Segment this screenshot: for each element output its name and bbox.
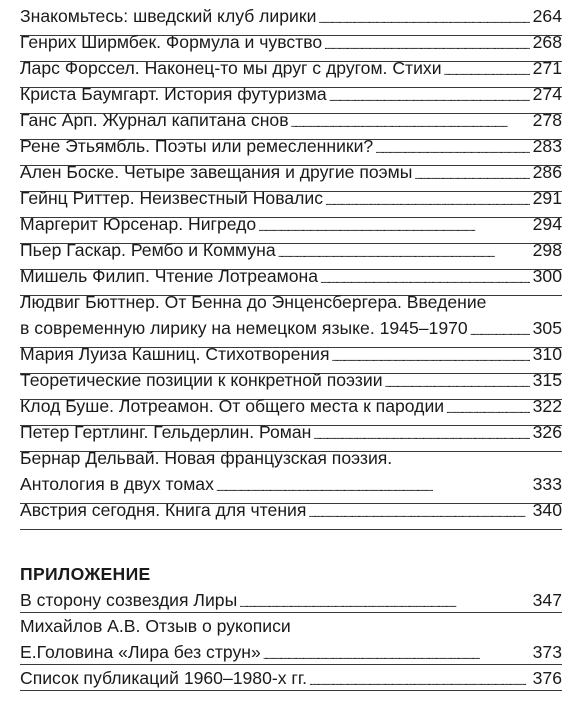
toc-entry-page: 298 <box>532 240 562 260</box>
toc-entry-title: Генрих Ширмбек. Формула и чувство <box>20 32 323 52</box>
toc-entry-title: Список публикаций 1960–1980-х гг. <box>20 668 307 688</box>
leader-dots <box>375 140 529 156</box>
toc-entry-page: 278 <box>532 110 562 130</box>
toc-entry-title: Ален Боске. Четыре завещания и другие поэмы <box>20 162 413 182</box>
toc-entry-page: 291 <box>532 188 562 208</box>
toc-entry-title: Рене Этьямбль. Поэты или ремесленники? <box>20 136 374 156</box>
toc-entry-page: 333 <box>532 474 562 494</box>
toc-entry <box>20 26 562 52</box>
toc-entry-page: 294 <box>532 214 562 234</box>
toc-entry-page: 268 <box>532 32 562 52</box>
toc-entry-page: 326 <box>532 422 562 442</box>
toc-entry-title: Бернар Дельвай. Новая французская поэзия. <box>20 448 393 468</box>
toc-entry <box>20 0 562 26</box>
toc-entry-page: 264 <box>532 6 562 26</box>
leader-dots <box>216 478 530 494</box>
toc-entry <box>20 636 562 662</box>
toc-entry-page: 305 <box>532 318 562 338</box>
leader-dots <box>308 504 529 520</box>
leader-dots <box>414 166 529 182</box>
leader-dots <box>263 646 530 662</box>
toc-entry-title: Ганс Арп. Журнал капитана снов <box>20 110 289 130</box>
leader-dots <box>332 348 530 364</box>
toc-entry <box>20 312 562 338</box>
leader-dots <box>320 270 530 286</box>
leader-dots <box>258 218 529 234</box>
leader-dots <box>329 88 530 104</box>
leader-dots <box>291 114 530 130</box>
toc-entry-page: 310 <box>532 344 562 364</box>
toc-entry-title: Пьер Гаскар. Рембо и Коммуна <box>20 240 276 260</box>
toc-entry <box>20 468 562 494</box>
leader-dots <box>318 10 529 26</box>
toc-entry <box>20 52 562 78</box>
leader-dots <box>446 400 530 416</box>
toc-entry-page: 300 <box>532 266 562 286</box>
toc-entry-page: 315 <box>532 370 562 390</box>
toc-entry-title: Теоретические позиции к конкретной поэзии <box>20 370 383 390</box>
toc-entry <box>20 338 562 364</box>
toc-entry <box>20 364 562 390</box>
toc-entry <box>20 390 562 416</box>
toc-entry-continued <box>20 286 562 312</box>
toc-entry-title: Мишель Филип. Чтение Лотреамона <box>20 266 319 286</box>
toc-entry <box>20 130 562 156</box>
toc-entry-page: 340 <box>532 500 562 520</box>
toc-entry-title: Петер Гертлинг. Гельдерлин. Роман <box>20 422 312 442</box>
toc-entry <box>20 416 562 442</box>
leader-dots <box>470 322 530 338</box>
toc-entry-title: Клод Буше. Лотреамон. От общего места к пародии <box>20 396 445 416</box>
toc-entry-page: 283 <box>532 136 562 156</box>
leader-dots <box>278 244 530 260</box>
toc-entry-page: 376 <box>532 668 562 688</box>
toc-entry-title: Маргерит Юрсенар. Нигредо <box>20 214 257 234</box>
leader-dots <box>444 62 530 78</box>
toc-entry-title: Мария Луиза Кашниц. Стихотворения <box>20 344 330 364</box>
toc-entry <box>20 78 562 104</box>
toc-entry <box>20 156 562 182</box>
toc-entry-title: Криста Баумгарт. История футуризма <box>20 84 327 104</box>
toc-entry-page: 373 <box>532 642 562 662</box>
toc-entry-page: 271 <box>532 58 562 78</box>
leader-dots <box>324 36 530 52</box>
toc-entry-page: 274 <box>532 84 562 104</box>
toc-entry <box>20 662 562 688</box>
toc-entry-title: Михайлов А.В. Отзыв о рукописи <box>20 616 291 636</box>
toc-entry-title: Австрия сегодня. Книга для чтения <box>20 500 307 520</box>
toc-entry-page: 322 <box>532 396 562 416</box>
toc-entry <box>20 104 562 130</box>
toc-entry-continued <box>20 610 562 636</box>
leader-dots <box>325 192 530 208</box>
toc-entry-title: Ларс Форссел. Наконец-то мы друг с другом. Стихи <box>20 58 442 78</box>
divider <box>20 529 562 530</box>
toc-entry <box>20 234 562 260</box>
divider <box>20 690 562 691</box>
toc-entry-title: в современную лирику на немецком языке. 1945–1970 <box>20 318 468 338</box>
toc-entry-title: В сторону созвездия Лиры <box>20 590 238 610</box>
leader-dots <box>313 426 529 442</box>
toc-entry-title: Гейнц Риттер. Неизвестный Новалис <box>20 188 324 208</box>
leader-dots <box>385 374 530 390</box>
toc-entry <box>20 208 562 234</box>
toc-entry <box>20 260 562 286</box>
toc-entry-title: Антология в двух томах <box>20 474 214 494</box>
leader-dots <box>309 672 530 688</box>
toc-entry-title: Е.Головина «Лира без струн» <box>20 642 261 662</box>
toc-entry-continued <box>20 442 562 468</box>
toc-entry <box>20 494 562 520</box>
appendix-heading: ПРИЛОЖЕНИЕ <box>20 564 151 584</box>
toc-entry <box>20 182 562 208</box>
toc-entry <box>20 584 562 610</box>
leader-dots <box>239 594 529 610</box>
toc-entry-title: Людвиг Бюттнер. От Бенна до Энценсбергера. Введение <box>20 292 487 312</box>
toc-entry-title: Знакомьтесь: шведский клуб лирики <box>20 6 317 26</box>
toc-entry-page: 286 <box>532 162 562 182</box>
toc-entry-page: 347 <box>532 590 562 610</box>
